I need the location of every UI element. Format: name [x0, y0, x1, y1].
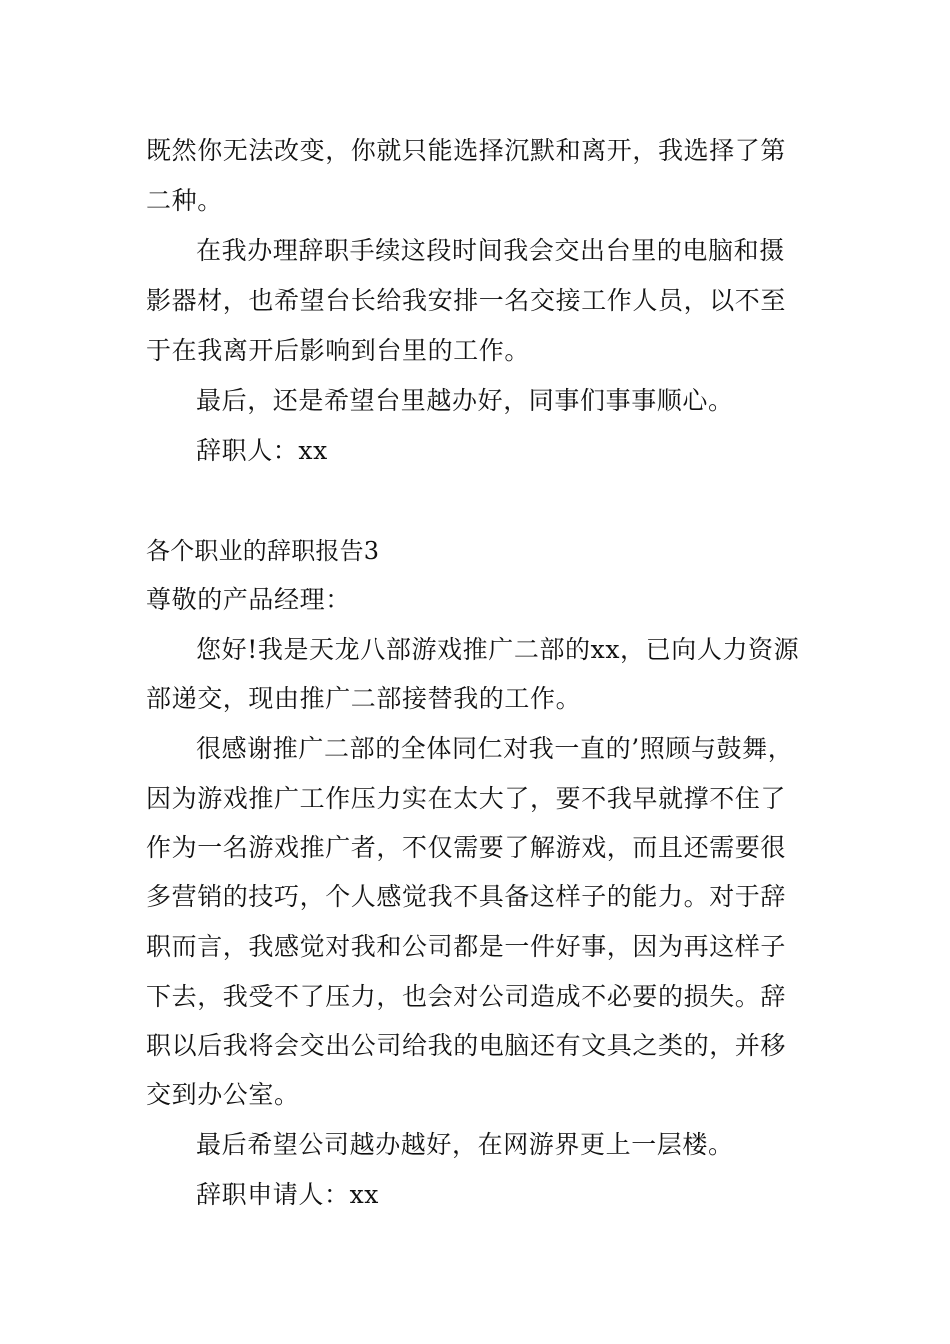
paragraph-line: 您好!我是天龙八部游戏推广二部的xx，已向人力资源 — [196, 635, 800, 664]
salutation: 尊敬的产品经理： — [146, 585, 351, 614]
paragraph-line: 部递交，现由推广二部接替我的工作。 — [146, 684, 582, 713]
closing-line: 最后，还是希望台里越办好，同事们事事顺心。 — [196, 386, 734, 415]
paragraph-line: 二种。 — [146, 186, 223, 215]
paragraph-line: 在我办理辞职手续这段时间我会交出台里的电脑和摄 — [196, 236, 785, 265]
paragraph-line: 因为游戏推广工作压力实在太大了，要不我早就撑不住了 — [146, 784, 787, 813]
section-title: 各个职业的辞职报告3 — [146, 537, 380, 565]
paragraph-line: 于在我离开后影响到台里的工作。 — [146, 336, 531, 365]
paragraph-line: 下去，我受不了压力，也会对公司造成不必要的损失。辞 — [146, 982, 787, 1011]
paragraph-line: 既然你无法改变，你就只能选择沉默和离开，我选择了第 — [146, 136, 787, 165]
signature-line: 辞职人：xx — [196, 436, 328, 465]
paragraph-line: 职而言，我感觉对我和公司都是一件好事，因为再这样子 — [146, 932, 787, 961]
closing-line: 最后希望公司越办越好，在网游界更上一层楼。 — [196, 1130, 734, 1159]
paragraph-line: 作为一名游戏推广者，不仅需要了解游戏，而且还需要很 — [146, 833, 787, 862]
paragraph-line: 很感谢推广二部的全体同仁对我一直的’照顾与鼓舞， — [196, 734, 794, 763]
paragraph-line: 影器材，也希望台长给我安排一名交接工作人员，以不至 — [146, 286, 787, 315]
paragraph-line: 多营销的技巧，个人感觉我不具备这样子的能力。对于辞 — [146, 882, 787, 911]
signature-line: 辞职申请人：xx — [196, 1180, 379, 1209]
paragraph-line: 交到办公室。 — [146, 1080, 300, 1109]
paragraph-line: 职以后我将会交出公司给我的电脑还有文具之类的，并移 — [146, 1031, 787, 1060]
